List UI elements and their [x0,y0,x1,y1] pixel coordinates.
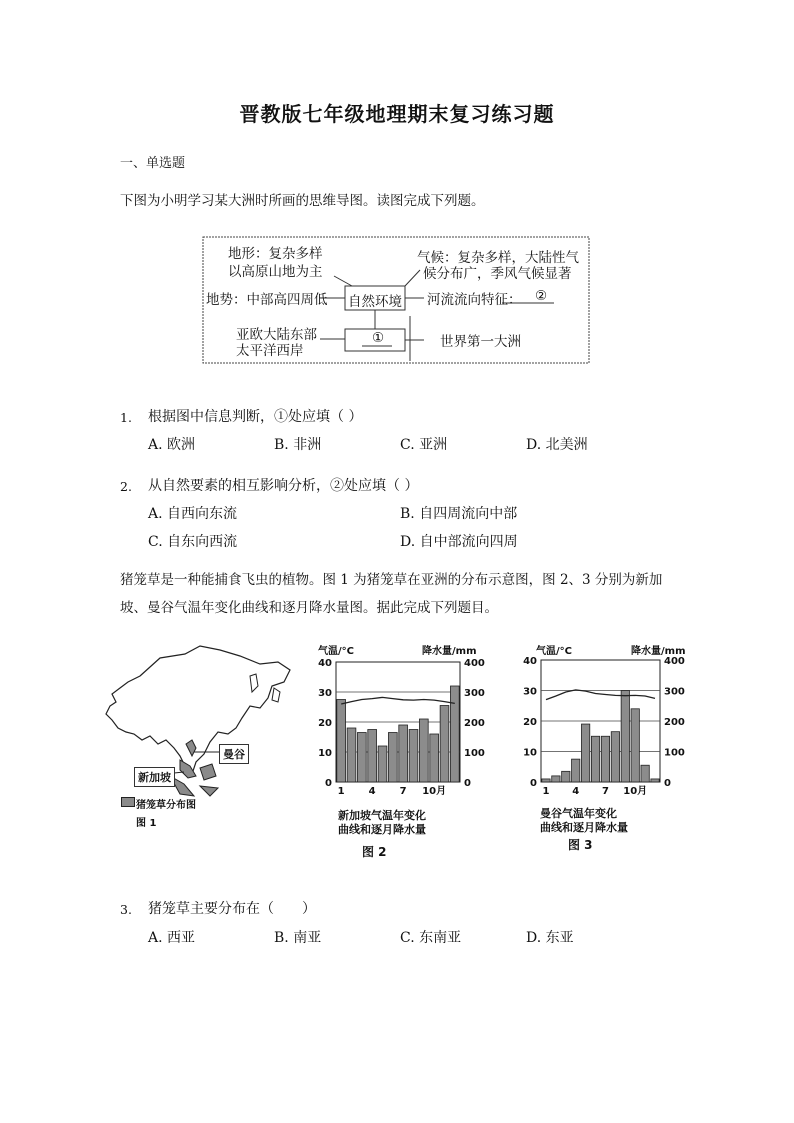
chart2-caption-line-2: 曲线和逐月降水量 [540,821,628,834]
left-tick-label: 0 [325,778,332,789]
question-2-number: 2. [120,479,132,494]
x-tick-label: 7 [399,786,407,797]
precipitation-bar [562,771,570,782]
right-tick-label: 0 [664,778,671,789]
page-title: 晋教版七年级地理期末复习练习题 [239,102,555,126]
right-tick-label: 100 [464,748,485,759]
precipitation-bar [611,732,619,782]
mm-blank-2: ② [535,288,548,304]
question-3-number: 3. [120,902,132,917]
chart2-ylabel-left: 气温/°C [536,646,572,657]
singapore-chart [300,655,500,800]
question-1-number: 1. [120,410,132,425]
distribution-area-3 [200,764,216,780]
precipitation-bar [409,730,418,783]
mind-map [202,236,590,366]
q1-option-d[interactable]: D. 北美洲 [526,437,588,453]
chart2-figure-label: 图 3 [568,838,593,852]
chart1-caption-line-2: 曲线和逐月降水量 [338,823,426,836]
question-3-text: 猪笼草主要分布在（ ） [148,901,316,917]
precipitation-bar [631,709,639,782]
right-tick-label: 300 [664,686,685,698]
q2-option-d[interactable]: D. 自中部流向四周 [400,534,518,550]
x-tick-label: 1 [542,786,550,797]
left-tick-label: 20 [523,717,537,728]
precipitation-bar [552,776,560,782]
right-tick-label: 0 [464,778,471,789]
section-heading: 一、单选题 [120,156,186,171]
precipitation-bar [430,734,439,782]
precipitation-bar [581,724,589,782]
precipitation-bar [399,725,408,782]
right-tick-label: 400 [664,656,685,667]
precipitation-bar [368,730,377,783]
precipitation-bar [378,746,387,782]
mm-largest: 世界第一大洲 [440,334,521,350]
left-tick-label: 20 [318,718,332,729]
x-tick-label: 10月 [623,786,648,797]
q2-option-c[interactable]: C. 自东向西流 [148,534,238,550]
q3-option-b[interactable]: B. 南亚 [274,930,322,946]
q3-option-a[interactable]: A. 西亚 [148,930,196,946]
precipitation-bar [641,765,649,782]
precipitation-bar [601,736,609,782]
x-tick-label: 10月 [422,786,447,797]
q3-option-c[interactable]: C. 东南亚 [400,930,462,946]
mm-terrain: 地势：中部高四周低 [206,292,328,308]
chart1-ylabel-right: 降水量/mm [422,646,477,657]
precipitation-bar [347,728,356,782]
left-tick-label: 10 [318,748,332,759]
right-tick-label: 400 [464,658,485,669]
right-tick-label: 200 [464,718,485,729]
q1-option-c[interactable]: C. 亚洲 [400,437,448,453]
map-caption: 图 1 [136,818,157,829]
map-legend: 猪笼草分布图 [136,800,196,811]
mm-climate-2: 候分布广，季风气候显著 [423,266,572,282]
temperature-line [341,697,455,704]
precipitation-bar [591,736,599,782]
precipitation-bar [440,706,449,783]
mm-blank-1: ① [372,330,385,346]
q1-option-b[interactable]: B. 非洲 [274,437,322,453]
precipitation-bar [388,733,397,783]
asia-outline [106,646,290,774]
left-tick-label: 0 [530,778,537,789]
mm-location-1: 亚欧大陆东部 [236,327,317,343]
right-tick-label: 100 [664,747,685,759]
x-tick-label: 4 [572,786,580,797]
q1-option-a[interactable]: A. 欧洲 [148,437,196,453]
mm-rivers: 河流流向特征： [427,292,522,308]
chart2-ylabel-right: 降水量/mm [631,646,686,657]
distribution-area-5 [200,786,218,796]
right-tick-label: 200 [664,717,685,728]
precipitation-bar [450,686,459,782]
x-tick-label: 7 [601,786,609,797]
precipitation-bar [651,779,659,782]
right-tick-label: 300 [464,688,485,699]
chart1-figure-label: 图 2 [362,845,387,859]
left-tick-label: 30 [523,686,537,698]
chart2-caption-line-1: 曼谷气温年变化 [540,807,617,820]
intro-paragraph-1: 下图为小明学习某大洲时所画的思维导图。读图完成下列题。 [120,193,485,209]
q2-option-a[interactable]: A. 自西向东流 [148,506,238,522]
x-tick-label: 4 [368,786,376,797]
singapore-label: 新加坡 [134,767,175,787]
precipitation-bar [542,779,550,782]
precipitation-bar [419,719,428,782]
temperature-line [546,690,655,700]
question-1-text: 根据图中信息判断，①处应填（ ） [148,409,363,425]
left-tick-label: 10 [523,747,537,759]
precipitation-bar [621,691,629,783]
left-tick-label: 30 [318,688,332,699]
intro-paragraph-2-line-1: 猪笼草是一种能捕食飞虫的植物。图 1 为猪笼草在亚洲的分布示意图，图 2、3 分别为新加 [120,572,663,588]
precipitation-bar [357,733,366,783]
precipitation-bar [337,700,346,783]
mm-climate-1: 气候：复杂多样，大陆性气 [417,250,579,266]
legend-swatch [121,797,135,807]
mm-location-2: 太平洋西岸 [236,343,304,359]
chart1-caption-line-1: 新加坡气温年变化 [338,809,426,822]
precipitation-bar [572,759,580,782]
q2-option-b[interactable]: B. 自四周流向中部 [400,506,518,522]
left-tick-label: 40 [523,656,537,667]
mm-landform-2: 以高原山地为主 [228,264,323,280]
question-2-text: 从自然要素的相互影响分析，②处应填（ ） [148,478,419,494]
q3-option-d[interactable]: D. 东亚 [526,930,574,946]
chart1-ylabel-left: 气温/°C [318,646,354,657]
bangkok-chart [515,655,695,800]
left-tick-label: 40 [318,658,332,669]
x-tick-label: 1 [337,786,345,797]
mm-landform-1: 地形：复杂多样 [228,246,323,262]
intro-paragraph-2-line-2: 坡、曼谷气温年变化曲线和逐月降水量图。据此完成下列题目。 [120,600,498,616]
bangkok-label: 曼谷 [219,744,249,764]
mm-center: 自然环境 [348,294,402,310]
